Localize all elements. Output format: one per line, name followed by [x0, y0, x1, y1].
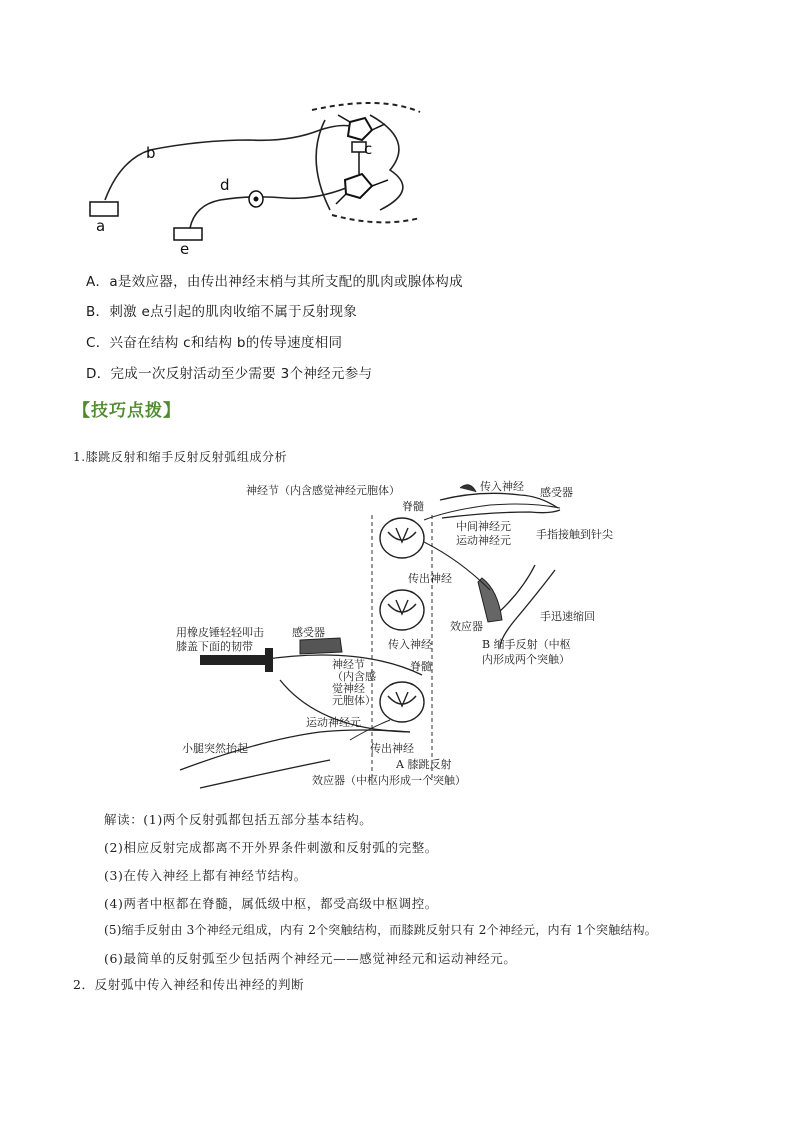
fig-ganglion-top: 神经节（内含感觉神经元胞体）	[246, 484, 400, 497]
fig-effector-low: 效应器（中枢内形成一个突触）	[312, 774, 466, 787]
option-d: D．完成一次反射活动至少需要 3个神经元参与	[86, 366, 373, 382]
fig-receptor-top: 感受器	[540, 486, 573, 499]
reflex-arc-diagram	[80, 100, 440, 260]
item1-title: 1.膝跳反射和缩手反射反射弧组成分析	[73, 450, 288, 464]
explain-6: (6)最简单的反射弧至少包括两个神经元——感觉神经元和运动神经元。	[104, 951, 517, 966]
fig-interneuron: 中间神经元	[456, 520, 511, 533]
label-d: d	[220, 176, 230, 194]
explain-2: (2)相应反射完成都离不开外界条件刺激和反射弧的完整。	[104, 840, 438, 855]
fig-a-title: A 膝跳反射	[396, 758, 452, 771]
fig-spinal-low: 脊髓	[410, 660, 432, 673]
option-a: A．a是效应器，由传出神经末梢与其所支配的肌肉或腺体构成	[86, 274, 463, 290]
fig-spinal-top: 脊髓	[402, 500, 424, 513]
section-title: 【技巧点拨】	[73, 401, 181, 421]
fig-finger-touch: 手指接触到针尖	[536, 528, 613, 541]
fig-hammer-text-1: 用橡皮锤轻轻叩击	[176, 626, 264, 639]
reflex-comparison-figure	[160, 470, 640, 800]
fig-hand-retract: 手迅速缩回	[540, 610, 595, 623]
option-c: C．兴奋在结构 c和结构 b的传导速度相同	[86, 335, 343, 351]
label-e: e	[180, 240, 190, 258]
explain-1: 解读：(1)两个反射弧都包括五部分基本结构。	[104, 812, 373, 827]
fig-effector-mid: 效应器	[450, 620, 483, 633]
explain-4: (4)两者中枢都在脊髓，属低级中枢，都受高级中枢调控。	[104, 896, 438, 911]
fig-ganglion-low-3: 觉神经	[332, 682, 365, 695]
option-b: B．刺激 e点引起的肌肉收缩不属于反射现象	[86, 304, 358, 320]
explain-3: (3)在传入神经上都有神经节结构。	[104, 868, 307, 883]
fig-receptor-left: 感受器	[292, 626, 325, 639]
fig-b-title-2: 内形成两个突触）	[482, 653, 570, 666]
fig-leg-raise: 小腿突然抬起	[182, 742, 248, 755]
fig-afferent-top: 传入神经	[480, 480, 524, 493]
fig-afferent-mid: 传入神经	[388, 638, 432, 651]
fig-b-title: B 缩手反射（中枢	[482, 638, 571, 651]
fig-hammer-text-2: 膝盖下面的韧带	[176, 640, 253, 653]
fig-efferent-low: 传出神经	[370, 742, 414, 755]
fig-ganglion-low-4: 元胞体）	[332, 694, 376, 707]
label-b: b	[146, 144, 156, 162]
fig-efferent-mid: 传出神经	[408, 572, 452, 585]
label-c: c	[364, 140, 373, 158]
explain-5: (5)缩手反射由 3个神经元组成，内有 2个突触结构，而膝跳反射只有 2个神经元，内有 1个突触结构。	[104, 923, 657, 937]
fig-ganglion-low-1: 神经节	[332, 658, 365, 671]
fig-motor-neuron-top: 运动神经元	[456, 534, 511, 547]
label-a: a	[96, 217, 106, 235]
fig-motor-neuron-low: 运动神经元	[306, 716, 361, 729]
fig-ganglion-low-2: （内含感	[332, 670, 376, 683]
item2-title: 2．反射弧中传入神经和传出神经的判断	[73, 977, 305, 992]
